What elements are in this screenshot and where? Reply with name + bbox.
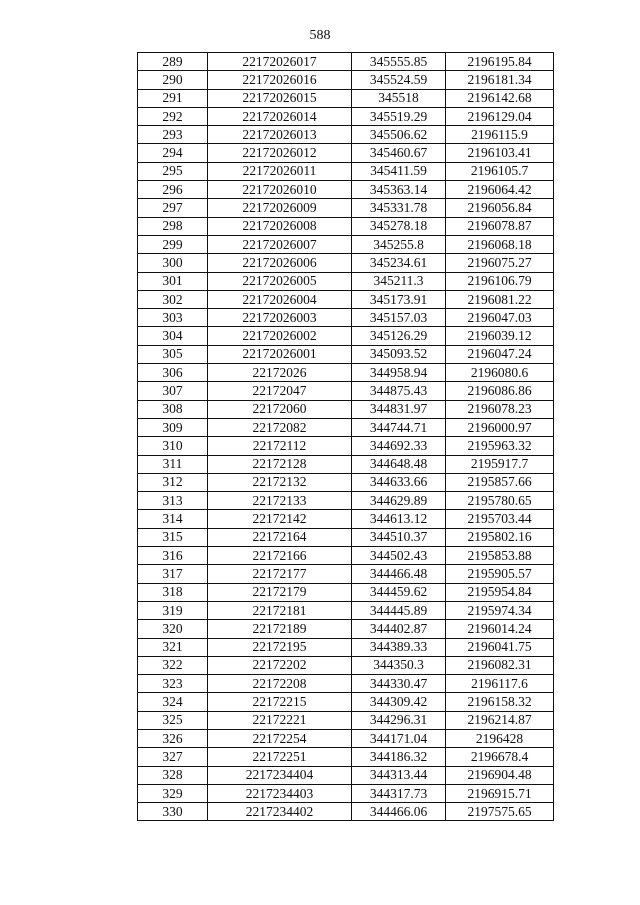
row-index-cell: 298	[138, 217, 208, 235]
y-coordinate-cell: 2195780.65	[446, 492, 554, 510]
point-id-cell: 22172047	[208, 382, 352, 400]
page-number: 588	[309, 28, 331, 43]
x-coordinate-cell: 344186.32	[352, 748, 446, 766]
y-coordinate-cell: 2196181.34	[446, 71, 554, 89]
x-coordinate-cell: 345331.78	[352, 199, 446, 217]
y-coordinate-cell: 2195802.16	[446, 528, 554, 546]
row-index-cell: 321	[138, 638, 208, 656]
coordinates-table	[137, 52, 554, 821]
point-id-cell: 22172181	[208, 601, 352, 619]
table-row	[138, 656, 554, 674]
x-coordinate-cell: 345157.03	[352, 309, 446, 327]
x-coordinate-cell: 345126.29	[352, 327, 446, 345]
table-row	[138, 784, 554, 802]
x-coordinate-cell: 344875.43	[352, 382, 446, 400]
table-row	[138, 107, 554, 125]
table-row	[138, 53, 554, 71]
row-index-cell: 330	[138, 803, 208, 821]
table-row	[138, 675, 554, 693]
row-index-cell: 311	[138, 455, 208, 473]
x-coordinate-cell: 344317.73	[352, 784, 446, 802]
table-row	[138, 620, 554, 638]
row-index-cell: 305	[138, 345, 208, 363]
row-index-cell: 300	[138, 254, 208, 272]
row-index-cell: 307	[138, 382, 208, 400]
row-index-cell: 315	[138, 528, 208, 546]
table-row	[138, 309, 554, 327]
table-row	[138, 492, 554, 510]
row-index-cell: 313	[138, 492, 208, 510]
x-coordinate-cell: 344648.48	[352, 455, 446, 473]
point-id-cell: 22172166	[208, 547, 352, 565]
x-coordinate-cell: 344613.12	[352, 510, 446, 528]
y-coordinate-cell: 2195905.57	[446, 565, 554, 583]
y-coordinate-cell: 2196117.6	[446, 675, 554, 693]
table-row	[138, 327, 554, 345]
table-row	[138, 181, 554, 199]
x-coordinate-cell: 345173.91	[352, 290, 446, 308]
point-id-cell: 22172128	[208, 455, 352, 473]
row-index-cell: 294	[138, 144, 208, 162]
x-coordinate-cell: 345518	[352, 89, 446, 107]
table-row	[138, 364, 554, 382]
point-id-cell: 22172142	[208, 510, 352, 528]
y-coordinate-cell: 2196106.79	[446, 272, 554, 290]
row-index-cell: 303	[138, 309, 208, 327]
point-id-cell: 22172082	[208, 418, 352, 436]
y-coordinate-cell: 2196081.22	[446, 290, 554, 308]
y-coordinate-cell: 2196103.41	[446, 144, 554, 162]
table-row	[138, 473, 554, 491]
point-id-cell: 22172026002	[208, 327, 352, 345]
row-index-cell: 326	[138, 729, 208, 747]
y-coordinate-cell: 2196214.87	[446, 711, 554, 729]
point-id-cell: 22172026003	[208, 309, 352, 327]
y-coordinate-cell: 2196115.9	[446, 126, 554, 144]
point-id-cell: 2217234403	[208, 784, 352, 802]
x-coordinate-cell: 344466.48	[352, 565, 446, 583]
row-index-cell: 304	[138, 327, 208, 345]
table-row	[138, 601, 554, 619]
table-row	[138, 766, 554, 784]
y-coordinate-cell: 2196039.12	[446, 327, 554, 345]
table-row	[138, 382, 554, 400]
x-coordinate-cell: 344831.97	[352, 400, 446, 418]
table-row	[138, 418, 554, 436]
point-id-cell: 22172026001	[208, 345, 352, 363]
row-index-cell: 325	[138, 711, 208, 729]
point-id-cell: 22172026013	[208, 126, 352, 144]
y-coordinate-cell: 2196014.24	[446, 620, 554, 638]
point-id-cell: 22172026016	[208, 71, 352, 89]
y-coordinate-cell: 2196056.84	[446, 199, 554, 217]
y-coordinate-cell: 2196904.48	[446, 766, 554, 784]
table-row	[138, 126, 554, 144]
y-coordinate-cell: 2196078.23	[446, 400, 554, 418]
y-coordinate-cell: 2195857.66	[446, 473, 554, 491]
table-row	[138, 400, 554, 418]
point-id-cell: 2217234404	[208, 766, 352, 784]
x-coordinate-cell: 344692.33	[352, 437, 446, 455]
y-coordinate-cell: 2196075.27	[446, 254, 554, 272]
point-id-cell: 22172026008	[208, 217, 352, 235]
point-id-cell: 22172026009	[208, 199, 352, 217]
y-coordinate-cell: 2196129.04	[446, 107, 554, 125]
row-index-cell: 329	[138, 784, 208, 802]
table-row	[138, 638, 554, 656]
y-coordinate-cell: 2196195.84	[446, 53, 554, 71]
x-coordinate-cell: 344459.62	[352, 583, 446, 601]
x-coordinate-cell: 345234.61	[352, 254, 446, 272]
coordinates-table-body	[138, 53, 554, 821]
x-coordinate-cell: 344330.47	[352, 675, 446, 693]
x-coordinate-cell: 345519.29	[352, 107, 446, 125]
y-coordinate-cell: 2196064.42	[446, 181, 554, 199]
point-id-cell: 22172026007	[208, 235, 352, 253]
table-row	[138, 290, 554, 308]
row-index-cell: 309	[138, 418, 208, 436]
point-id-cell: 22172132	[208, 473, 352, 491]
x-coordinate-cell: 345363.14	[352, 181, 446, 199]
point-id-cell: 22172133	[208, 492, 352, 510]
x-coordinate-cell: 344389.33	[352, 638, 446, 656]
row-index-cell: 328	[138, 766, 208, 784]
row-index-cell: 323	[138, 675, 208, 693]
row-index-cell: 296	[138, 181, 208, 199]
row-index-cell: 322	[138, 656, 208, 674]
y-coordinate-cell: 2196158.32	[446, 693, 554, 711]
row-index-cell: 297	[138, 199, 208, 217]
table-row	[138, 217, 554, 235]
table-row	[138, 583, 554, 601]
y-coordinate-cell: 2196082.31	[446, 656, 554, 674]
table-row	[138, 199, 554, 217]
x-coordinate-cell: 344629.89	[352, 492, 446, 510]
table-row	[138, 89, 554, 107]
x-coordinate-cell: 345411.59	[352, 162, 446, 180]
x-coordinate-cell: 345524.59	[352, 71, 446, 89]
point-id-cell: 22172202	[208, 656, 352, 674]
point-id-cell: 22172215	[208, 693, 352, 711]
point-id-cell: 22172026012	[208, 144, 352, 162]
point-id-cell: 22172026004	[208, 290, 352, 308]
x-coordinate-cell: 345093.52	[352, 345, 446, 363]
row-index-cell: 306	[138, 364, 208, 382]
x-coordinate-cell: 345506.62	[352, 126, 446, 144]
point-id-cell: 22172179	[208, 583, 352, 601]
point-id-cell: 22172060	[208, 400, 352, 418]
point-id-cell: 22172026	[208, 364, 352, 382]
row-index-cell: 308	[138, 400, 208, 418]
x-coordinate-cell: 344402.87	[352, 620, 446, 638]
row-index-cell: 324	[138, 693, 208, 711]
y-coordinate-cell: 2196915.71	[446, 784, 554, 802]
point-id-cell: 22172026006	[208, 254, 352, 272]
y-coordinate-cell: 2196068.18	[446, 235, 554, 253]
x-coordinate-cell: 344510.37	[352, 528, 446, 546]
row-index-cell: 320	[138, 620, 208, 638]
x-coordinate-cell: 344744.71	[352, 418, 446, 436]
row-index-cell: 319	[138, 601, 208, 619]
row-index-cell: 291	[138, 89, 208, 107]
y-coordinate-cell: 2195917.7	[446, 455, 554, 473]
table-row	[138, 272, 554, 290]
row-index-cell: 290	[138, 71, 208, 89]
table-row	[138, 693, 554, 711]
point-id-cell: 22172164	[208, 528, 352, 546]
y-coordinate-cell: 2197575.65	[446, 803, 554, 821]
row-index-cell: 314	[138, 510, 208, 528]
y-coordinate-cell: 2196078.87	[446, 217, 554, 235]
table-row	[138, 547, 554, 565]
row-index-cell: 289	[138, 53, 208, 71]
x-coordinate-cell: 344313.44	[352, 766, 446, 784]
x-coordinate-cell: 344633.66	[352, 473, 446, 491]
point-id-cell: 22172026014	[208, 107, 352, 125]
y-coordinate-cell: 2196000.97	[446, 418, 554, 436]
table-row	[138, 162, 554, 180]
point-id-cell: 22172112	[208, 437, 352, 455]
point-id-cell: 22172251	[208, 748, 352, 766]
point-id-cell: 22172026017	[208, 53, 352, 71]
point-id-cell: 22172026015	[208, 89, 352, 107]
x-coordinate-cell: 345255.8	[352, 235, 446, 253]
y-coordinate-cell: 2196678.4	[446, 748, 554, 766]
table-row	[138, 729, 554, 747]
x-coordinate-cell: 344958.94	[352, 364, 446, 382]
x-coordinate-cell: 344296.31	[352, 711, 446, 729]
row-index-cell: 301	[138, 272, 208, 290]
y-coordinate-cell: 2196428	[446, 729, 554, 747]
table-row	[138, 803, 554, 821]
row-index-cell: 312	[138, 473, 208, 491]
row-index-cell: 316	[138, 547, 208, 565]
x-coordinate-cell: 344171.04	[352, 729, 446, 747]
x-coordinate-cell: 344350.3	[352, 656, 446, 674]
row-index-cell: 327	[138, 748, 208, 766]
point-id-cell: 22172195	[208, 638, 352, 656]
y-coordinate-cell: 2196080.6	[446, 364, 554, 382]
x-coordinate-cell: 345460.67	[352, 144, 446, 162]
x-coordinate-cell: 344309.42	[352, 693, 446, 711]
row-index-cell: 292	[138, 107, 208, 125]
x-coordinate-cell: 345278.18	[352, 217, 446, 235]
table-row	[138, 345, 554, 363]
table-row	[138, 235, 554, 253]
table-row	[138, 455, 554, 473]
x-coordinate-cell: 344502.43	[352, 547, 446, 565]
table-row	[138, 528, 554, 546]
row-index-cell: 310	[138, 437, 208, 455]
y-coordinate-cell: 2196041.75	[446, 638, 554, 656]
row-index-cell: 317	[138, 565, 208, 583]
point-id-cell: 22172189	[208, 620, 352, 638]
point-id-cell: 2217234402	[208, 803, 352, 821]
table-row	[138, 711, 554, 729]
y-coordinate-cell: 2196047.03	[446, 309, 554, 327]
table-row	[138, 748, 554, 766]
x-coordinate-cell: 345555.85	[352, 53, 446, 71]
table-row	[138, 71, 554, 89]
row-index-cell: 318	[138, 583, 208, 601]
row-index-cell: 293	[138, 126, 208, 144]
y-coordinate-cell: 2195974.34	[446, 601, 554, 619]
y-coordinate-cell: 2195963.32	[446, 437, 554, 455]
point-id-cell: 22172208	[208, 675, 352, 693]
point-id-cell: 22172221	[208, 711, 352, 729]
table-row	[138, 254, 554, 272]
table-row	[138, 510, 554, 528]
row-index-cell: 299	[138, 235, 208, 253]
x-coordinate-cell: 344466.06	[352, 803, 446, 821]
point-id-cell: 22172177	[208, 565, 352, 583]
y-coordinate-cell: 2195954.84	[446, 583, 554, 601]
table-row	[138, 565, 554, 583]
x-coordinate-cell: 345211.3	[352, 272, 446, 290]
y-coordinate-cell: 2196047.24	[446, 345, 554, 363]
row-index-cell: 302	[138, 290, 208, 308]
y-coordinate-cell: 2195703.44	[446, 510, 554, 528]
y-coordinate-cell: 2195853.88	[446, 547, 554, 565]
y-coordinate-cell: 2196142.68	[446, 89, 554, 107]
point-id-cell: 22172026011	[208, 162, 352, 180]
x-coordinate-cell: 344445.89	[352, 601, 446, 619]
table-row	[138, 144, 554, 162]
table-row	[138, 437, 554, 455]
y-coordinate-cell: 2196105.7	[446, 162, 554, 180]
point-id-cell: 22172254	[208, 729, 352, 747]
y-coordinate-cell: 2196086.86	[446, 382, 554, 400]
row-index-cell: 295	[138, 162, 208, 180]
point-id-cell: 22172026010	[208, 181, 352, 199]
point-id-cell: 22172026005	[208, 272, 352, 290]
